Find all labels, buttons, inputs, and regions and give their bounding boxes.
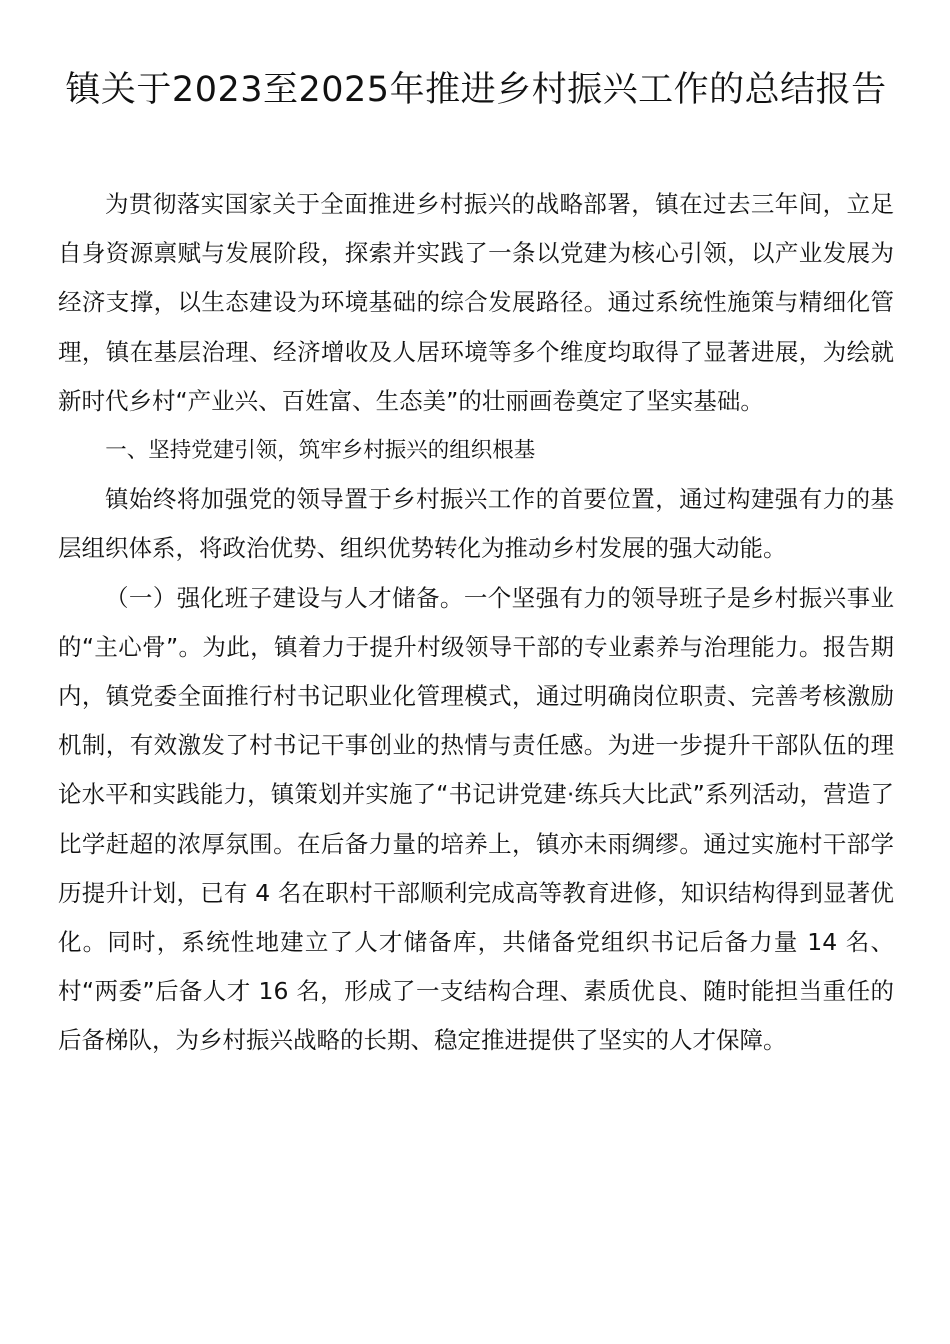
- intro-paragraph: 为贯彻落实国家关于全面推进乡村振兴的战略部署，镇在过去三年间，立足自身资源禀赋与发展阶段，探索并实践了一条以党建为核心引领，以产业发展为经济支撑，以生态建设为环境基础的综合发展路径。通过系统性施策与精细化管理，镇在基层治理、经济增收及人居环境等多个维度均取得了显著进展，为绘就新时代乡村“产业兴、百姓富、生态美”的壮丽画卷奠定了坚实基础。: [58, 190, 894, 415]
- section-1-heading: 一、坚持党建引领，筑牢乡村振兴的组织根基: [105, 438, 536, 464]
- section-1-item-1-paragraph: （一）强化班子建设与人才储备。一个坚强有力的领导班子是乡村振兴事业的“主心骨”。为此，镇着力于提升村级领导干部的专业素养与治理能力。报告期内，镇党委全面推行村书记职业化管理模式，通过明确岗位职责、完善考核激励机制，有效激发了村书记干事创业的热情与责任感。为进一步提升干部队伍的理论水平和实践能力，镇策划并实施了“书记讲党建·练兵大比武”系列活动，营造了比学赶超的浓厚氛围。在后备力量的培养上，镇亦未雨绸缪。通过实施村干部学历提升计划，已有 4 名在职村干部顺利完成高等教育进修，知识结构得到显著优化。同时，系统性地建立了人才储备库，共储备党组织书记后备力量 14 名、村“两委”后备人才 16 名，形成了一支结构合理、素质优良、随时能担当重任的后备梯队，为乡村振兴战略的长期、稳定推进提供了坚实的人才保障。: [58, 583, 894, 1055]
- document-page: [58, 62, 894, 1066]
- document-title: 镇关于2023至2025年推进乡村振兴工作的总结报告: [65, 70, 887, 110]
- document-body: [58, 180, 894, 1066]
- section-1-intro-paragraph: 镇始终将加强党的领导置于乡村振兴工作的首要位置，通过构建强有力的基层组织体系，将政治优势、组织优势转化为推动乡村发展的强大动能。: [58, 485, 894, 563]
